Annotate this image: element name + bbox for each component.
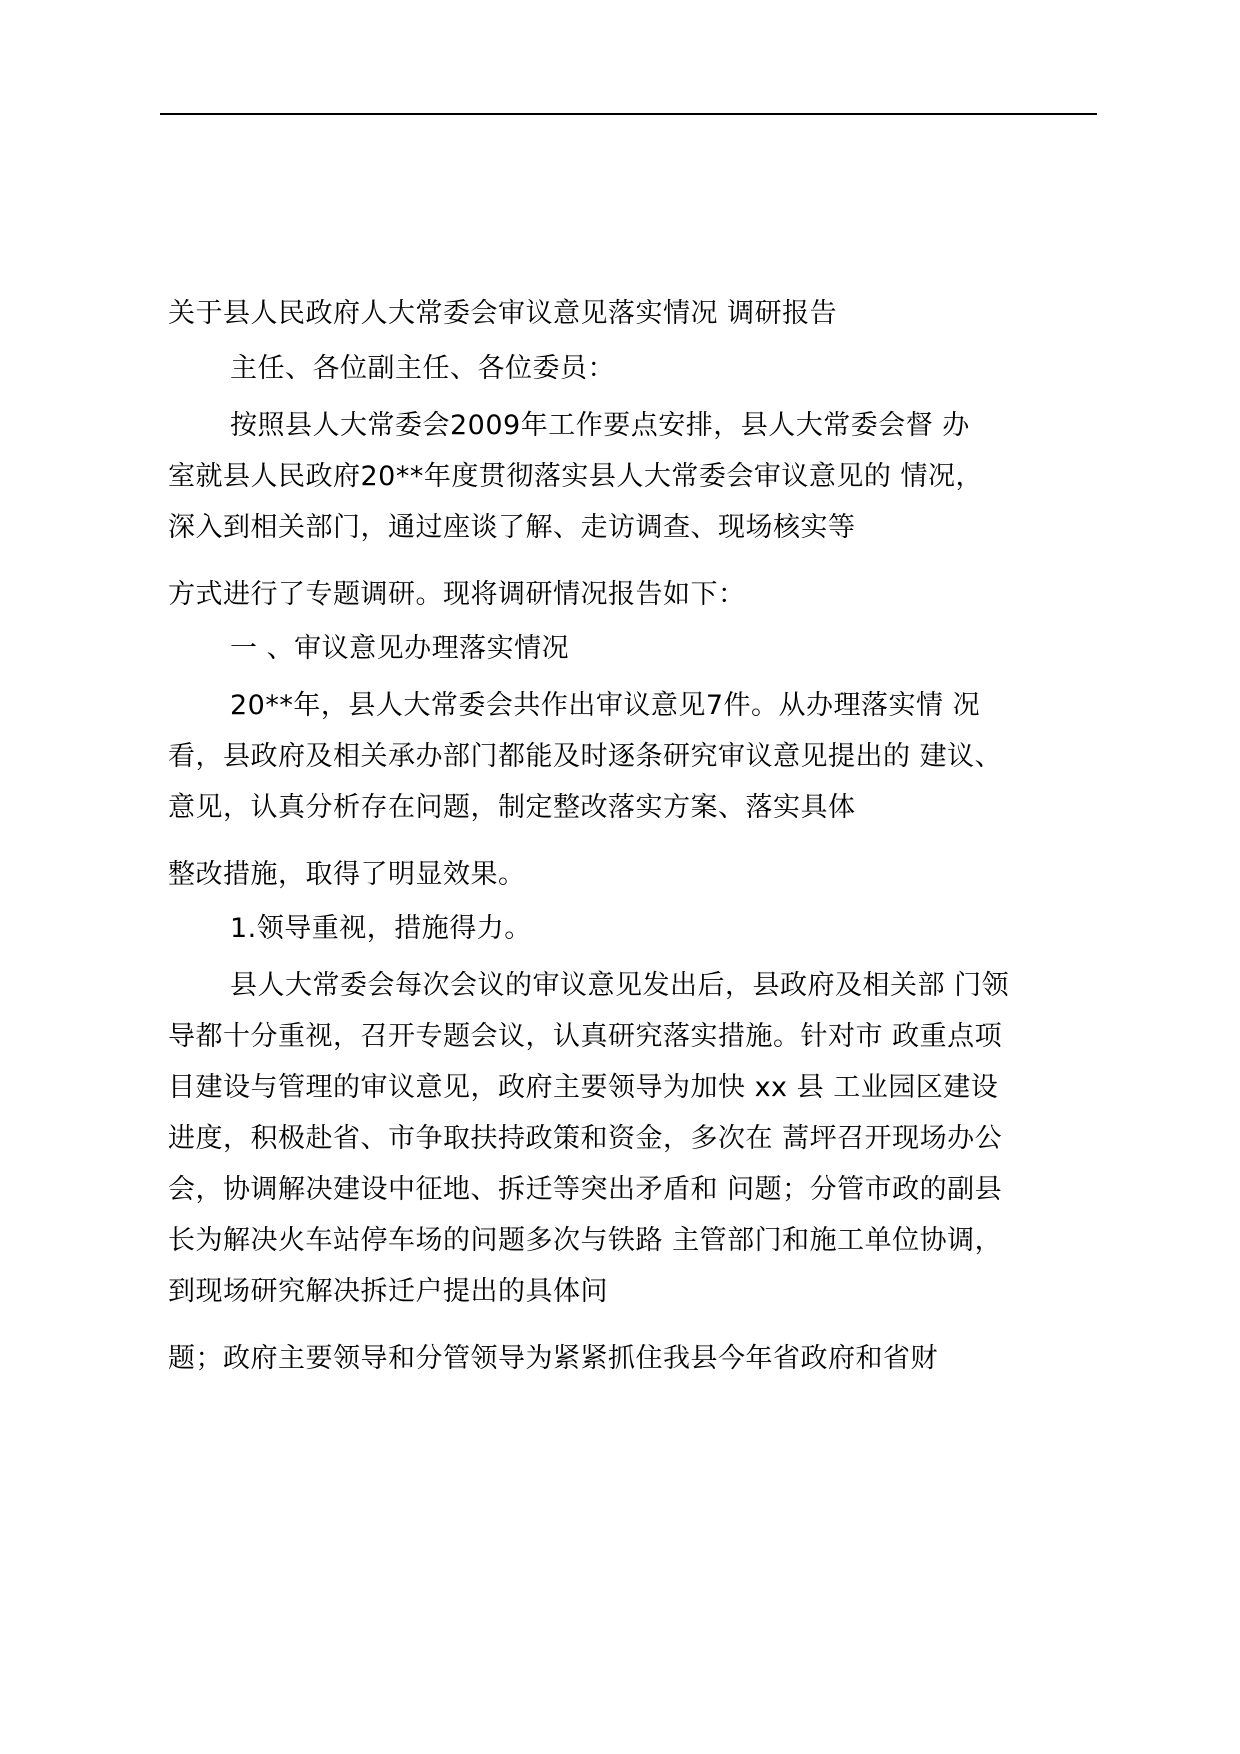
body-line: 深入到相关部门，通过座谈了解、走访调查、现场核实等 xyxy=(168,512,856,543)
body-line: 进度，积极赴省、市争取扶持政策和资金，多次在 蒿坪召开现场办公 xyxy=(168,1123,1003,1154)
body-line: 20**年，县人大常委会共作出审议意见7件。从办理落实情 况 xyxy=(230,690,981,721)
body-line: 按照县人大常委会2009年工作要点安排，县人大常委会督 办 xyxy=(230,410,970,441)
body-line: 方式进行了专题调研。现将调研情况报告如下： xyxy=(168,579,746,610)
header-rule xyxy=(160,113,1097,115)
body-line: 目建设与管理的审议意见，政府主要领导为加快 xx 县 工业园区建设 xyxy=(168,1072,999,1103)
body-line: 长为解决火车站停车场的问题多次与铁路 主管部门和施工单位协调， xyxy=(168,1225,1003,1256)
body-line: 会，协调解决建设中征地、拆迁等突出矛盾和 问题；分管市政的副县 xyxy=(168,1174,1003,1205)
body-line: 意见，认真分析存在问题，制定整改落实方案、落实具体 xyxy=(168,792,856,823)
section-heading: 一 、审议意见办理落实情况 xyxy=(230,633,570,664)
subsection-heading: 1.领导重视，措施得力。 xyxy=(230,913,532,944)
body-line: 导都十分重视，召开专题会议，认真研究落实措施。针对市 政重点项 xyxy=(168,1021,1003,1052)
body-line: 室就县人民政府20**年度贯彻落实县人大常委会审议意见的 情况， xyxy=(168,461,983,492)
body-line: 题；政府主要领导和分管领导为紧紧抓住我县今年省政府和省财 xyxy=(168,1343,938,1374)
salutation: 主任、各位副主任、各位委员： xyxy=(230,353,615,384)
body-line: 看，县政府及相关承办部门都能及时逐条研究审议意见提出的 建议、 xyxy=(168,741,1003,772)
body-line: 到现场研究解决拆迁户提出的具体问 xyxy=(168,1276,608,1307)
body-line: 整改措施，取得了明显效果。 xyxy=(168,859,526,890)
body-line: 县人大常委会每次会议的审议意见发出后，县政府及相关部 门领 xyxy=(230,970,1010,1001)
document-title: 关于县人民政府人大常委会审议意见落实情况 调研报告 xyxy=(168,298,838,329)
